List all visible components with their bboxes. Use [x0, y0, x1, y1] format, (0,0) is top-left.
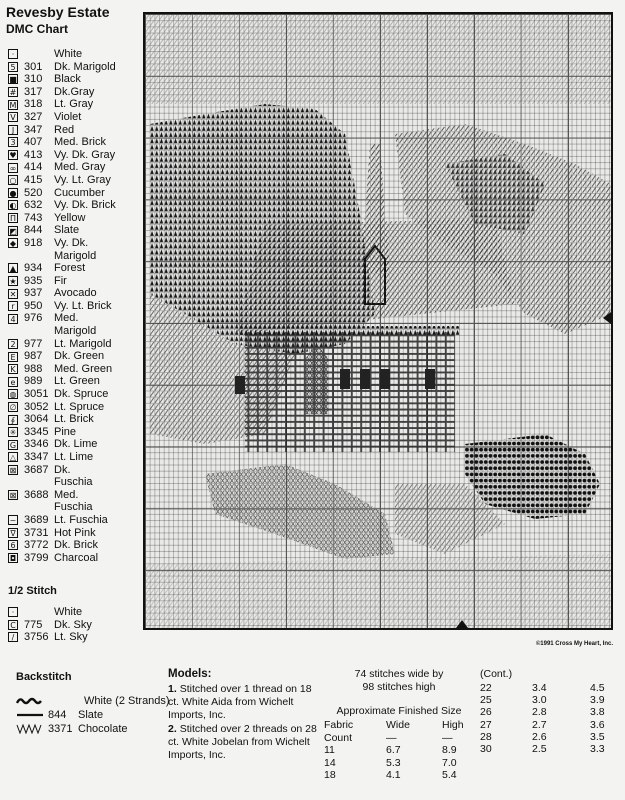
table-cell: 3.5	[590, 730, 605, 743]
table-cell: 5.3	[386, 756, 401, 769]
legend-row	[8, 262, 143, 275]
legend-color-name: Marigold	[54, 325, 97, 338]
legend-symbol-icon: ·	[8, 607, 18, 617]
table-cell: 2.5	[532, 743, 547, 756]
legend-color-name: Lt. Lime	[54, 451, 94, 463]
table-cell: 3.0	[532, 694, 547, 707]
chart-title: Revesby Estate	[6, 4, 110, 20]
legend-row	[8, 48, 143, 61]
legend-row	[8, 199, 143, 212]
legend-symbol-icon: E	[8, 352, 18, 362]
legend-row	[8, 401, 143, 414]
legend-floss-number: 318	[24, 98, 43, 111]
table-row	[480, 682, 605, 694]
legend-symbol-icon: ◩	[9, 226, 17, 236]
table-row	[324, 744, 464, 757]
legend-floss-number: 775	[24, 618, 43, 631]
table-cell: 5.4	[442, 769, 457, 782]
legend-row	[8, 300, 143, 313]
legend-symbol-icon: Π	[9, 214, 16, 224]
table-cell: 3.4	[532, 682, 547, 695]
table-cell: 2.8	[532, 706, 547, 719]
legend-row	[8, 73, 143, 86]
legend-symbol-icon: △	[9, 453, 17, 463]
legend-color-name: Med. Green	[54, 362, 113, 375]
legend-color-name: Med. Brick	[54, 136, 106, 149]
legend-color-name: Dk.Gray	[54, 85, 95, 98]
legend-symbol-icon: /	[8, 632, 18, 642]
solid-line-icon	[16, 710, 44, 720]
legend-row	[8, 161, 143, 174]
legend-color-name: Dk. Brick	[54, 539, 98, 552]
color-legend	[8, 48, 143, 564]
legend-row	[8, 489, 143, 502]
table-row	[480, 719, 605, 731]
table-cell: 3.3	[590, 743, 605, 756]
legend-color-name: Yellow	[54, 211, 86, 224]
legend-color-name: Lt. Sky	[54, 631, 88, 644]
stitches-high: 98 stitches high	[362, 681, 436, 693]
legend-floss-number: 918	[24, 236, 43, 249]
legend-color-name: Lt. Brick	[54, 413, 94, 426]
legend-row	[8, 631, 143, 644]
legend-symbol-icon: ⊠	[9, 491, 17, 501]
legend-row	[8, 174, 143, 187]
legend-symbol-icon: ∇	[8, 528, 18, 538]
legend-color-name: Lt. Green	[54, 375, 100, 388]
table-row	[324, 757, 464, 770]
legend-floss-number: 3051	[24, 388, 49, 401]
pattern-artwork	[145, 14, 611, 628]
chart-subtitle: DMC Chart	[6, 22, 68, 36]
legend-symbol-icon: ∅	[9, 402, 17, 412]
legend-symbol-icon: 5	[8, 62, 18, 72]
legend-symbol-icon: #	[9, 88, 17, 98]
legend-symbol-icon: ·	[8, 49, 18, 59]
legend-symbol-icon: ✕	[9, 289, 17, 299]
legend-row	[8, 312, 143, 325]
legend-floss-number: 935	[24, 274, 43, 287]
table-cell: 2.6	[532, 730, 547, 743]
half-stitch-title: 1/2 Stitch	[8, 585, 57, 597]
table-cell: 4.5	[590, 682, 605, 695]
legend-floss-number: 3052	[24, 400, 49, 413]
legend-color-name: Vy. Lt. Gray	[54, 173, 111, 186]
backstitch-row	[50, 694, 170, 708]
wavy-line-icon	[16, 696, 44, 706]
center-marker-right	[603, 312, 611, 324]
header-rule: —	[442, 731, 453, 744]
legend-symbol-icon: J	[8, 125, 18, 135]
table-cell: 26	[480, 706, 492, 719]
legend-symbol-icon: ✳	[9, 428, 17, 438]
legend-symbol-icon: K	[8, 364, 18, 374]
legend-symbol-icon: 4	[8, 314, 18, 324]
legend-symbol-icon: ○	[9, 176, 17, 186]
legend-row	[8, 338, 143, 351]
table-row	[324, 769, 464, 782]
legend-row	[8, 438, 143, 451]
legend-row	[8, 539, 143, 552]
legend-symbol-icon: ◘	[9, 554, 17, 564]
legend-symbol-icon: ▲	[9, 264, 17, 274]
legend-color-name: Lt. Fuschia	[54, 513, 108, 526]
half-stitch-legend	[8, 606, 143, 644]
table-cell: 14	[324, 756, 336, 769]
legend-floss-number: 3688	[24, 488, 49, 501]
continued-section	[480, 668, 605, 755]
legend-symbol-icon: ♥	[9, 151, 17, 161]
legend-floss-number: 3731	[24, 526, 49, 539]
legend-symbol-icon: ●	[9, 188, 17, 198]
backstitch-name: Chocolate	[78, 723, 128, 735]
header-high: High	[442, 719, 464, 732]
table-cell: 3.6	[590, 718, 605, 731]
legend-floss-number: 976	[24, 312, 43, 325]
legend-symbol-icon: G	[9, 440, 17, 450]
table-cell: 3.8	[590, 706, 605, 719]
table-cell: 6.7	[386, 744, 401, 757]
legend-symbol-icon: e	[8, 377, 18, 387]
legend-symbol-icon: ★	[9, 276, 17, 286]
legend-color-name: Dk. Lime	[54, 438, 98, 451]
legend-symbol-icon: ◐	[9, 201, 17, 211]
model-item: 1. Stitched over 1 thread on 18 ct. White Aida from Wichelt Imports, Inc.	[168, 683, 312, 721]
legend-color-name: Charcoal	[54, 551, 99, 564]
legend-color-name: Vy. Dk.	[54, 236, 89, 249]
legend-floss-number: 3799	[24, 551, 49, 564]
header-wide: Wide	[386, 719, 410, 732]
header-fabric: Fabric	[324, 719, 354, 732]
legend-color-name: Fuschia	[54, 501, 93, 514]
legend-floss-number: 3347	[24, 451, 49, 463]
legend-symbol-icon: ■	[9, 75, 17, 85]
legend-color-name: Dk. Marigold	[54, 60, 116, 73]
header-count: Count	[324, 731, 353, 744]
table-cell: 11	[324, 744, 335, 757]
legend-floss-number: 977	[24, 337, 43, 350]
legend-row	[8, 413, 143, 426]
legend-floss-number: 844	[24, 224, 43, 237]
legend-color-name: Black	[54, 73, 81, 86]
legend-floss-number: 327	[24, 110, 43, 123]
legend-floss-number: 743	[24, 211, 43, 224]
legend-row	[8, 476, 143, 489]
models-title: Models:	[168, 668, 212, 680]
legend-symbol-icon: C	[8, 620, 18, 630]
legend-row	[8, 224, 143, 237]
legend-floss-number: 937	[24, 287, 43, 300]
legend-row	[8, 98, 143, 111]
legend-row	[8, 363, 143, 376]
table-cell: 8.9	[442, 744, 457, 757]
legend-row	[8, 464, 143, 477]
legend-floss-number: 3687	[24, 463, 49, 476]
legend-row	[8, 451, 143, 464]
legend-floss-number: 3345	[24, 425, 49, 438]
legend-symbol-icon	[8, 251, 18, 261]
legend-row	[8, 275, 143, 288]
legend-symbol-icon: V	[8, 112, 18, 122]
legend-floss-number: 310	[24, 73, 43, 86]
legend-row	[8, 501, 143, 514]
legend-color-name: Med.	[54, 312, 79, 325]
legend-row	[8, 527, 143, 540]
legend-color-name: Avocado	[54, 287, 97, 300]
legend-color-name: Vy. Dk. Brick	[54, 199, 116, 212]
legend-symbol-icon	[8, 477, 18, 487]
table-cell: 25	[480, 694, 492, 707]
legend-floss-number: 520	[24, 186, 43, 199]
table-cell: 27	[480, 718, 492, 731]
legend-color-name: Dk. Spruce	[54, 388, 109, 401]
legend-row	[8, 136, 143, 149]
legend-color-name: Fir	[54, 274, 67, 287]
zigzag-line-icon	[16, 724, 44, 734]
legend-color-name: Violet	[54, 110, 82, 123]
legend-color-name: Lt. Marigold	[54, 337, 112, 350]
legend-color-name: Marigold	[54, 249, 97, 262]
legend-row	[8, 426, 143, 439]
legend-row	[8, 514, 143, 527]
legend-row	[8, 124, 143, 137]
legend-row	[8, 375, 143, 388]
table-cell: 2.7	[532, 718, 547, 731]
legend-row	[8, 250, 143, 263]
copyright-notice: ©1991 Cross My Heart, Inc.	[535, 641, 613, 647]
legend-color-name: Med. Gray	[54, 161, 106, 174]
legend-symbol-icon: 3	[8, 137, 18, 147]
legend-symbol-icon: ∮	[8, 415, 18, 425]
legend-floss-number: 988	[24, 362, 43, 375]
legend-color-name: Med.	[54, 488, 79, 501]
legend-row	[8, 237, 143, 250]
legend-color-name: Fuschia	[54, 476, 93, 489]
center-marker-bottom	[456, 620, 468, 628]
table-cell: 4.1	[386, 769, 401, 782]
legend-color-name: Dk.	[54, 463, 71, 476]
legend-color-name: Vy. Lt. Brick	[54, 299, 112, 312]
legend-row	[8, 86, 143, 99]
legend-row	[8, 212, 143, 225]
legend-floss-number: 407	[24, 136, 43, 149]
table-row	[480, 706, 605, 718]
legend-row	[8, 287, 143, 300]
legend-floss-number: 3689	[24, 513, 49, 526]
legend-color-name: Red	[54, 123, 75, 136]
legend-color-name: Forest	[54, 262, 86, 275]
backstitch-row	[16, 722, 170, 736]
legend-row	[8, 187, 143, 200]
legend-color-name: White	[54, 606, 83, 618]
legend-color-name: Cucumber	[54, 186, 105, 199]
legend-color-name: Lt. Spruce	[54, 400, 105, 413]
legend-row	[8, 111, 143, 124]
legend-row	[8, 61, 143, 74]
legend-color-name: Vy. Dk. Gray	[54, 148, 116, 161]
finished-size-title: Approximate Finished Size	[336, 705, 462, 717]
legend-symbol-icon: 2	[8, 339, 18, 349]
legend-floss-number: 347	[24, 123, 43, 136]
legend-floss-number: 3772	[24, 539, 49, 552]
legend-color-name: Lt. Gray	[54, 98, 94, 111]
stitches-wide: 74 stitches wide by	[354, 668, 444, 680]
backstitch-name: Slate	[78, 709, 104, 721]
legend-floss-number: 987	[24, 350, 43, 363]
continued-table	[480, 682, 605, 755]
legend-floss-number: 3346	[24, 438, 49, 451]
legend-color-name: Slate	[54, 224, 80, 237]
backstitch-row	[16, 708, 170, 722]
legend-color-name: Dk. Sky	[54, 618, 92, 631]
header-rule: —	[386, 731, 397, 744]
models-section	[168, 668, 318, 763]
legend-symbol-icon: M	[9, 100, 17, 110]
legend-symbol-icon: ~	[9, 516, 17, 526]
legend-color-name: Dk. Green	[54, 350, 105, 363]
table-cell: 22	[480, 682, 492, 695]
legend-symbol-icon: ∞	[9, 163, 17, 173]
backstitch-legend	[16, 694, 170, 736]
legend-floss-number: 3756	[24, 631, 49, 644]
legend-floss-number: 415	[24, 173, 43, 186]
legend-floss-number: 632	[24, 199, 43, 212]
legend-row	[8, 619, 143, 632]
legend-row	[8, 325, 143, 338]
legend-row	[8, 552, 143, 565]
legend-symbol-icon	[8, 503, 18, 513]
continued-title: (Cont.)	[480, 668, 513, 680]
legend-floss-number: 317	[24, 85, 43, 98]
legend-symbol-icon: ◍	[9, 390, 17, 400]
legend-symbol-icon	[8, 326, 18, 336]
legend-floss-number: 414	[24, 161, 43, 174]
finished-size-table	[324, 719, 464, 782]
legend-color-name: Hot Pink	[54, 526, 96, 539]
legend-color-name: White	[54, 48, 83, 60]
legend-floss-number: 950	[24, 299, 43, 312]
legend-floss-number: 934	[24, 262, 43, 275]
backstitch-number: 3371	[48, 723, 73, 735]
legend-symbol-icon: ◆	[9, 239, 17, 249]
legend-floss-number: 989	[24, 375, 43, 388]
table-cell: 3.9	[590, 694, 605, 707]
legend-symbol-icon: ⊠	[9, 465, 17, 475]
legend-row	[8, 606, 143, 619]
table-cell: 7.0	[442, 756, 457, 769]
legend-floss-number: 413	[24, 148, 43, 161]
table-row	[480, 694, 605, 706]
table-row	[480, 743, 605, 755]
legend-row	[8, 149, 143, 162]
legend-floss-number: 301	[24, 60, 43, 73]
legend-row	[8, 350, 143, 363]
table-cell: 18	[324, 769, 336, 782]
backstitch-number: 844	[48, 709, 67, 721]
legend-symbol-icon: 6	[8, 540, 18, 550]
backstitch-name: White (2 Strands)	[84, 695, 170, 707]
legend-row	[8, 388, 143, 401]
finished-size-section	[324, 668, 474, 782]
legend-floss-number: 3064	[24, 413, 49, 426]
table-row	[480, 731, 605, 743]
legend-symbol-icon: r	[8, 301, 18, 311]
model-item: 2. Stitched over 2 threads on 28 ct. White Jobelan from Wichelt Imports, Inc.	[168, 723, 317, 761]
table-cell: 30	[480, 743, 492, 756]
backstitch-title: Backstitch	[16, 671, 72, 683]
cross-stitch-chart	[143, 12, 613, 630]
legend-color-name: Pine	[54, 425, 77, 438]
table-cell: 28	[480, 730, 492, 743]
